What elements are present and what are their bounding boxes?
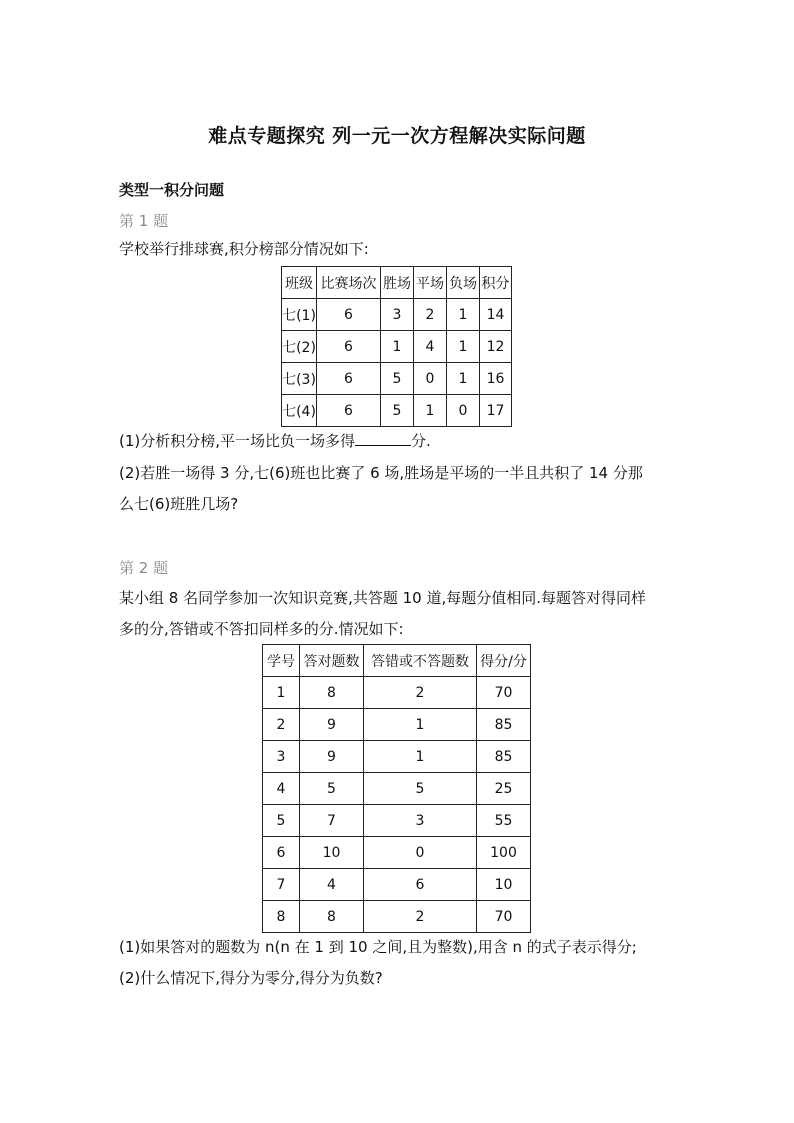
question-2-part-1: (1)如果答对的题数为 n(n 在 1 到 10 之间,且为整数),用含 n 的式子表示得分;	[119, 938, 637, 956]
table-cell: 3	[364, 805, 477, 837]
table-cell: 12	[480, 331, 512, 363]
table-cell: 2	[263, 709, 300, 741]
table-cell: 100	[477, 837, 531, 869]
table-cell: 9	[300, 741, 364, 773]
table-cell: 9	[300, 709, 364, 741]
table-cell: 4	[263, 773, 300, 805]
question-2-label: 第 2 题	[119, 559, 169, 577]
table-cell: 3	[381, 299, 414, 331]
table-cell: 6	[317, 363, 381, 395]
table-row	[263, 805, 531, 837]
part-1-suffix: 分.	[411, 432, 431, 450]
column-header: 积分	[480, 267, 512, 299]
table-cell: 16	[480, 363, 512, 395]
table-cell: 1	[447, 299, 480, 331]
table-cell: 七(3)	[282, 363, 317, 395]
table-cell: 6	[317, 395, 381, 427]
table-cell: 70	[477, 901, 531, 933]
table-cell: 7	[300, 805, 364, 837]
table-header-row	[282, 267, 512, 299]
table-cell: 10	[300, 837, 364, 869]
column-header: 班级	[282, 267, 317, 299]
table-cell: 55	[477, 805, 531, 837]
table-cell: 2	[414, 299, 447, 331]
column-header: 答对题数	[300, 645, 364, 677]
table-row	[263, 741, 531, 773]
table-row	[282, 331, 512, 363]
table-cell: 17	[480, 395, 512, 427]
column-header: 学号	[263, 645, 300, 677]
table-cell: 1	[447, 363, 480, 395]
table-cell: 七(1)	[282, 299, 317, 331]
table-cell: 5	[381, 395, 414, 427]
table-cell: 1	[364, 741, 477, 773]
question-1-part-2-line-1: (2)若胜一场得 3 分,七(6)班也比赛了 6 场,胜场是平场的一半且共积了 14 分那	[119, 464, 643, 482]
table-cell: 25	[477, 773, 531, 805]
table-row	[263, 709, 531, 741]
table-cell: 4	[300, 869, 364, 901]
table-cell: 0	[364, 837, 477, 869]
table-cell: 6	[263, 837, 300, 869]
table-cell: 4	[414, 331, 447, 363]
column-header: 平场	[414, 267, 447, 299]
table-row	[263, 901, 531, 933]
table-cell: 6	[364, 869, 477, 901]
column-header: 得分/分	[477, 645, 531, 677]
table-row	[282, 299, 512, 331]
table-cell: 1	[364, 709, 477, 741]
table-cell: 8	[300, 901, 364, 933]
table-cell: 5	[263, 805, 300, 837]
table-cell: 6	[317, 331, 381, 363]
table-cell: 14	[480, 299, 512, 331]
table-row	[263, 869, 531, 901]
standings-table	[281, 266, 512, 427]
question-2-intro-line-1: 某小组 8 名同学参加一次知识竞赛,共答题 10 道,每题分值相同.每题答对得同样	[119, 589, 647, 607]
table-cell: 5	[364, 773, 477, 805]
question-1-intro: 学校举行排球赛,积分榜部分情况如下:	[119, 240, 369, 258]
table-row	[282, 395, 512, 427]
table-cell: 5	[381, 363, 414, 395]
column-header: 答错或不答题数	[364, 645, 477, 677]
table-cell: 1	[414, 395, 447, 427]
column-header: 胜场	[381, 267, 414, 299]
table-cell: 2	[364, 677, 477, 709]
question-2-intro-line-2: 多的分,答错或不答扣同样多的分.情况如下:	[119, 620, 404, 638]
table-cell: 5	[300, 773, 364, 805]
page-title: 难点专题探究 列一元一次方程解决实际问题	[208, 125, 586, 147]
question-1-label: 第 1 题	[119, 212, 169, 230]
table-cell: 七(4)	[282, 395, 317, 427]
section-heading: 类型一积分问题	[119, 181, 225, 199]
table-cell: 0	[447, 395, 480, 427]
table-row	[263, 837, 531, 869]
table-cell: 70	[477, 677, 531, 709]
answer-blank	[355, 431, 411, 446]
table-cell: 10	[477, 869, 531, 901]
part-1-text: (1)分析积分榜,平一场比负一场多得	[119, 432, 356, 450]
table-row	[282, 363, 512, 395]
quiz-results-table	[262, 644, 531, 933]
table-cell: 1	[447, 331, 480, 363]
table-cell: 0	[414, 363, 447, 395]
question-1-part-2-line-2: 么七(6)班胜几场?	[119, 495, 239, 513]
question-1-part-1	[119, 426, 679, 457]
table-cell: 1	[263, 677, 300, 709]
table-header-row	[263, 645, 531, 677]
table-cell: 8	[263, 901, 300, 933]
table-cell: 3	[263, 741, 300, 773]
table-cell: 85	[477, 709, 531, 741]
table-row	[263, 677, 531, 709]
table-cell: 85	[477, 741, 531, 773]
question-2-part-2: (2)什么情况下,得分为零分,得分为负数?	[119, 969, 383, 987]
table-cell: 七(2)	[282, 331, 317, 363]
table-cell: 6	[317, 299, 381, 331]
table-cell: 7	[263, 869, 300, 901]
table-row	[263, 773, 531, 805]
table-cell: 2	[364, 901, 477, 933]
column-header: 负场	[447, 267, 480, 299]
table-cell: 8	[300, 677, 364, 709]
column-header: 比赛场次	[317, 267, 381, 299]
table-cell: 1	[381, 331, 414, 363]
